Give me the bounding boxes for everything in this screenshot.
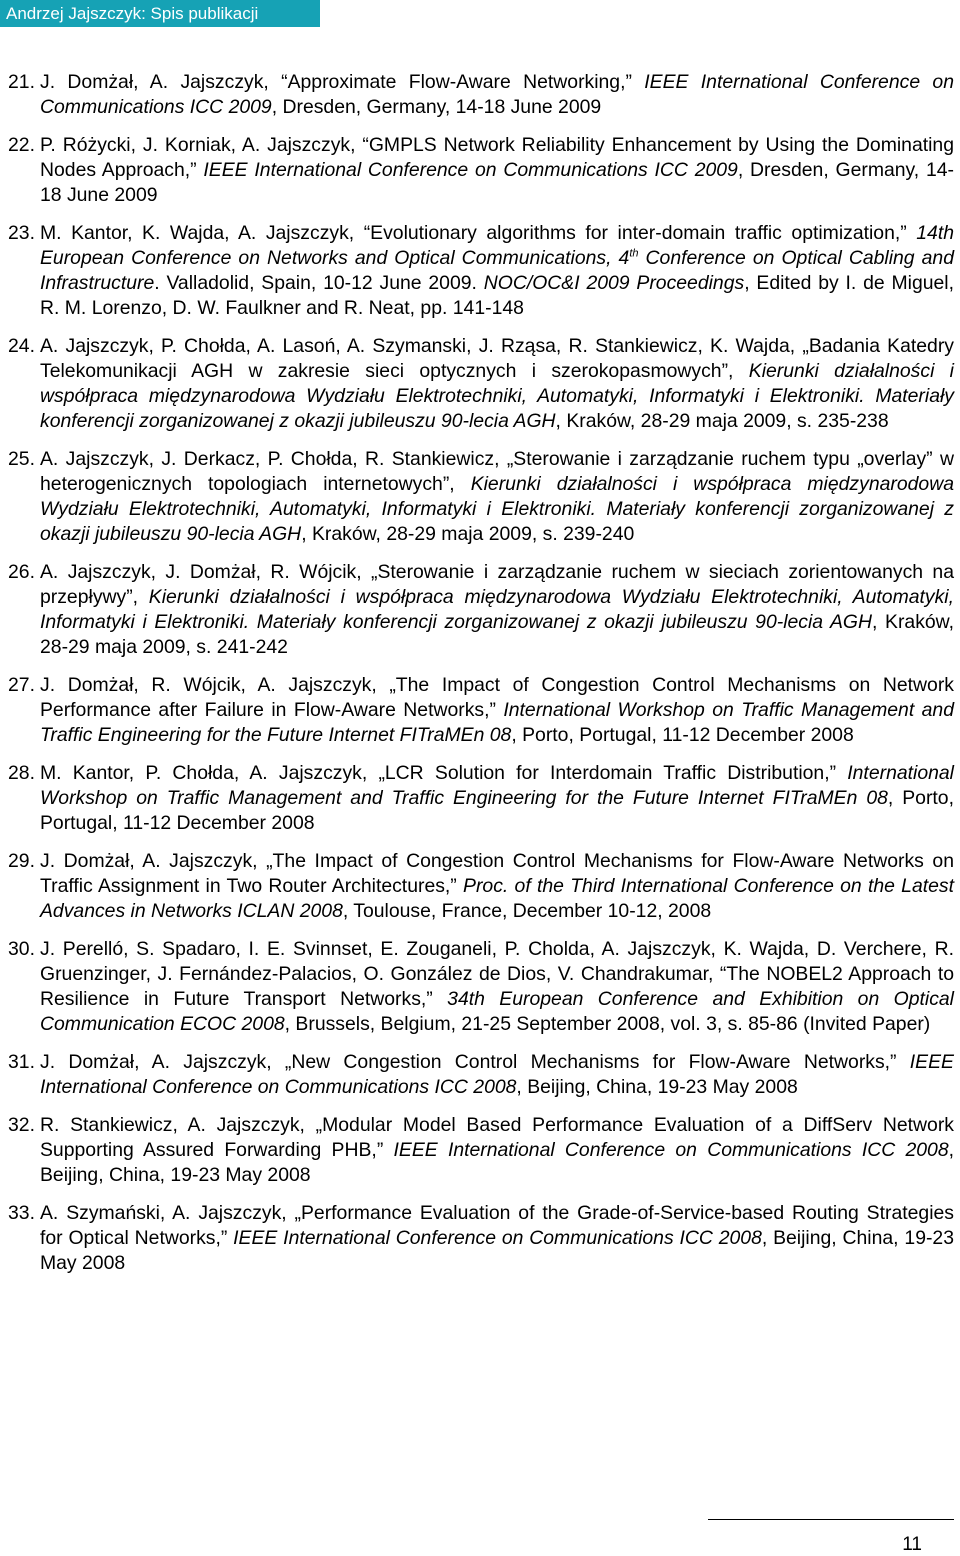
- venue-text: IEEE International Conference on Communications ICC 2009: [40, 71, 955, 118]
- citation-text: , Kraków, 28-29 maja 2009, s. 241-242: [40, 611, 954, 658]
- entry-number: 33.: [8, 1202, 35, 1224]
- entry-number: 27.: [8, 674, 35, 696]
- venue-text: Kierunki działalności i współpraca międzynarodowa Wydziału Elektrotechniki, Automatyki, Informatyki i Elektroniki. Materiały konferencji zorganizowanej z okazji jubileuszu 90-lecia AGH: [40, 473, 954, 545]
- document-header: [0, 0, 320, 27]
- citation-text: , Dresden, Germany, 14-18 June 2009: [271, 96, 602, 118]
- entry-number: 29.: [8, 850, 35, 872]
- citation-text: J. Perelló, S. Spadaro, I. E. Svinnset, E. Zouganeli, P. Cholda, A. Jajszczyk, K. Wajda, D. Verchere, R. Gruenzinger, J. Fernández-Palacios, O. González de Dios, V. Chandrakumar, “The NOBEL2 Approach to Resilience in Future Transport Networks,”: [40, 938, 954, 1010]
- entry-number: 26.: [8, 561, 35, 583]
- entry-number: 25.: [8, 448, 35, 470]
- entry-number: 21.: [8, 71, 35, 93]
- publication-entry: [8, 1113, 954, 1188]
- entry-number: 30.: [8, 938, 35, 960]
- publication-entry: [8, 334, 954, 434]
- citation-text: J. Domżał, A. Jajszczyk, “Approximate Flow-Aware Networking,”: [40, 71, 645, 93]
- publication-entry: [8, 937, 954, 1037]
- citation-text: , Dresden, Germany, 14-18 June 2009: [40, 159, 954, 206]
- venue-text: International Workshop on Traffic Management and Traffic Engineering for the Future Internet FITraMEn 08: [40, 762, 954, 809]
- publication-entry: [8, 221, 954, 321]
- citation-text: , Beijing, China, 19-23 May 2008: [40, 1227, 955, 1274]
- publication-entry: [8, 447, 954, 547]
- citation-text: R. Stankiewicz, A. Jajszczyk, „Modular Model Based Performance Evaluation of a DiffServ Network Supporting Assured Forwarding PHB,”: [40, 1114, 954, 1161]
- publication-entry: [8, 560, 954, 660]
- citation-text: J. Domżał, A. Jajszczyk, „New Congestion Control Mechanisms for Flow-Aware Networks,”: [40, 1051, 910, 1073]
- publication-entry: [8, 1050, 954, 1100]
- entry-number: 28.: [8, 762, 35, 784]
- venue-text: 34th European Conference and Exhibition on Optical Communication ECOC 2008: [40, 988, 954, 1035]
- venue-text: Kierunki działalności i współpraca międzynarodowa Wydziału Elektrotechniki, Automatyki, Informatyki i Elektroniki. Materiały konferencji zorganizowanej z okazji jubileuszu 90-lecia AGH: [40, 360, 954, 432]
- entry-number: 22.: [8, 134, 35, 156]
- venue-text: IEEE International Conference on Communications ICC 2008: [233, 1227, 762, 1249]
- entry-number: 24.: [8, 335, 35, 357]
- citation-text: A. Jajszczyk, P. Chołda, A. Lasoń, A. Szymanski, J. Rząsa, R. Stankiewicz, K. Wajda, „Badania Katedry Telekomunikacji AGH w zakresie sieci optycznych i szerokopasmowych”,: [40, 335, 954, 382]
- publication-entry: [8, 761, 954, 836]
- citation-text: , Edited by I. de Miguel, R. M. Lorenzo, D. W. Faulkner and R. Neat, pp. 141-148: [40, 272, 955, 319]
- citation-text: , Kraków, 28-29 maja 2009, s. 235-238: [555, 410, 889, 432]
- publication-entry: [8, 133, 954, 208]
- citation-text: , Beijing, China, 19-23 May 2008: [516, 1076, 798, 1098]
- citation-text: , Brussels, Belgium, 21-25 September 2008, vol. 3, s. 85-86 (Invited Paper): [284, 1013, 931, 1035]
- entry-number: 31.: [8, 1051, 35, 1073]
- publication-entry: [8, 70, 954, 120]
- venue-text: NOC/OC&I 2009 Proceedings: [483, 272, 745, 294]
- citation-text: A. Jajszczyk, J. Domżał, R. Wójcik, „Sterowanie i zarządzanie ruchem w sieciach zorientowanych na przepływy”,: [40, 561, 954, 608]
- publication-list: [8, 70, 954, 1276]
- header-title: Andrzej Jajszczyk: Spis publikacji: [6, 4, 259, 23]
- publication-entry: [8, 1201, 954, 1276]
- citation-text: M. Kantor, K. Wajda, A. Jajszczyk, “Evolutionary algorithms for inter-domain traffic optimization,”: [40, 222, 917, 244]
- publication-entry: [8, 849, 954, 924]
- citation-text: A. Jajszczyk, J. Derkacz, P. Chołda, R. Stankiewicz, „Sterowanie i zarządzanie ruchem typu „overlay” w heterogenicznych topologiach internetowych”,: [40, 448, 954, 495]
- venue-text: Conference on Optical Cabling and Infrastructure: [40, 247, 954, 294]
- citation-text: , Toulouse, France, December 10-12, 2008: [342, 900, 712, 922]
- venue-text: International Workshop on Traffic Management and Traffic Engineering for the Future Internet FITraMEn 08: [40, 699, 954, 746]
- citation-text: A. Szymański, A. Jajszczyk, „Performance Evaluation of the Grade-of-Service-based Routing Strategies for Optical Networks,”: [40, 1202, 954, 1249]
- footer-rule: [708, 1519, 954, 1520]
- citation-text: , Porto, Portugal, 11-12 December 2008: [40, 787, 954, 834]
- citation-text: , Kraków, 28-29 maja 2009, s. 239-240: [301, 523, 635, 545]
- page-number: 11: [902, 1534, 922, 1555]
- citation-text: , Porto, Portugal, 11-12 December 2008: [511, 724, 854, 746]
- publication-entry: [8, 673, 954, 748]
- citation-text: M. Kantor, P. Chołda, A. Jajszczyk, „LCR Solution for Interdomain Traffic Distribution,”: [40, 762, 848, 784]
- venue-text: IEEE International Conference on Communications ICC 2009: [203, 159, 738, 181]
- venue-text: Kierunki działalności i współpraca międzynarodowa Wydziału Elektrotechniki, Automatyki, Informatyki i Elektroniki. Materiały konferencji zorganizowanej z okazji jubileuszu 90-lecia AGH: [40, 586, 954, 633]
- citation-text: , Beijing, China, 19-23 May 2008: [40, 1139, 954, 1186]
- entry-number: 23.: [8, 222, 35, 244]
- citation-text: J. Domżał, A. Jajszczyk, „The Impact of Congestion Control Mechanisms for Flow-Aware Networks on Traffic Assignment in Two Router Architectures,”: [40, 850, 954, 897]
- superscript-text: th: [629, 247, 639, 260]
- venue-text: IEEE International Conference on Communications ICC 2008: [40, 1051, 954, 1098]
- venue-text: Proc. of the Third International Conference on the Latest Advances in Networks ICLAN 2008: [40, 875, 954, 922]
- citation-text: J. Domżał, R. Wójcik, A. Jajszczyk, „The Impact of Congestion Control Mechanisms on Network Performance after Failure in Flow-Aware Networks,”: [40, 674, 954, 721]
- venue-text: 14th European Conference on Networks and Optical Communications, 4: [40, 222, 954, 269]
- citation-text: P. Różycki, J. Korniak, A. Jajszczyk, “GMPLS Network Reliability Enhancement by Using the Dominating Nodes Approach,”: [40, 134, 954, 181]
- entry-number: 32.: [8, 1114, 35, 1136]
- citation-text: . Valladolid, Spain, 10-12 June 2009.: [154, 272, 484, 294]
- venue-text: IEEE International Conference on Communications ICC 2008: [393, 1139, 949, 1161]
